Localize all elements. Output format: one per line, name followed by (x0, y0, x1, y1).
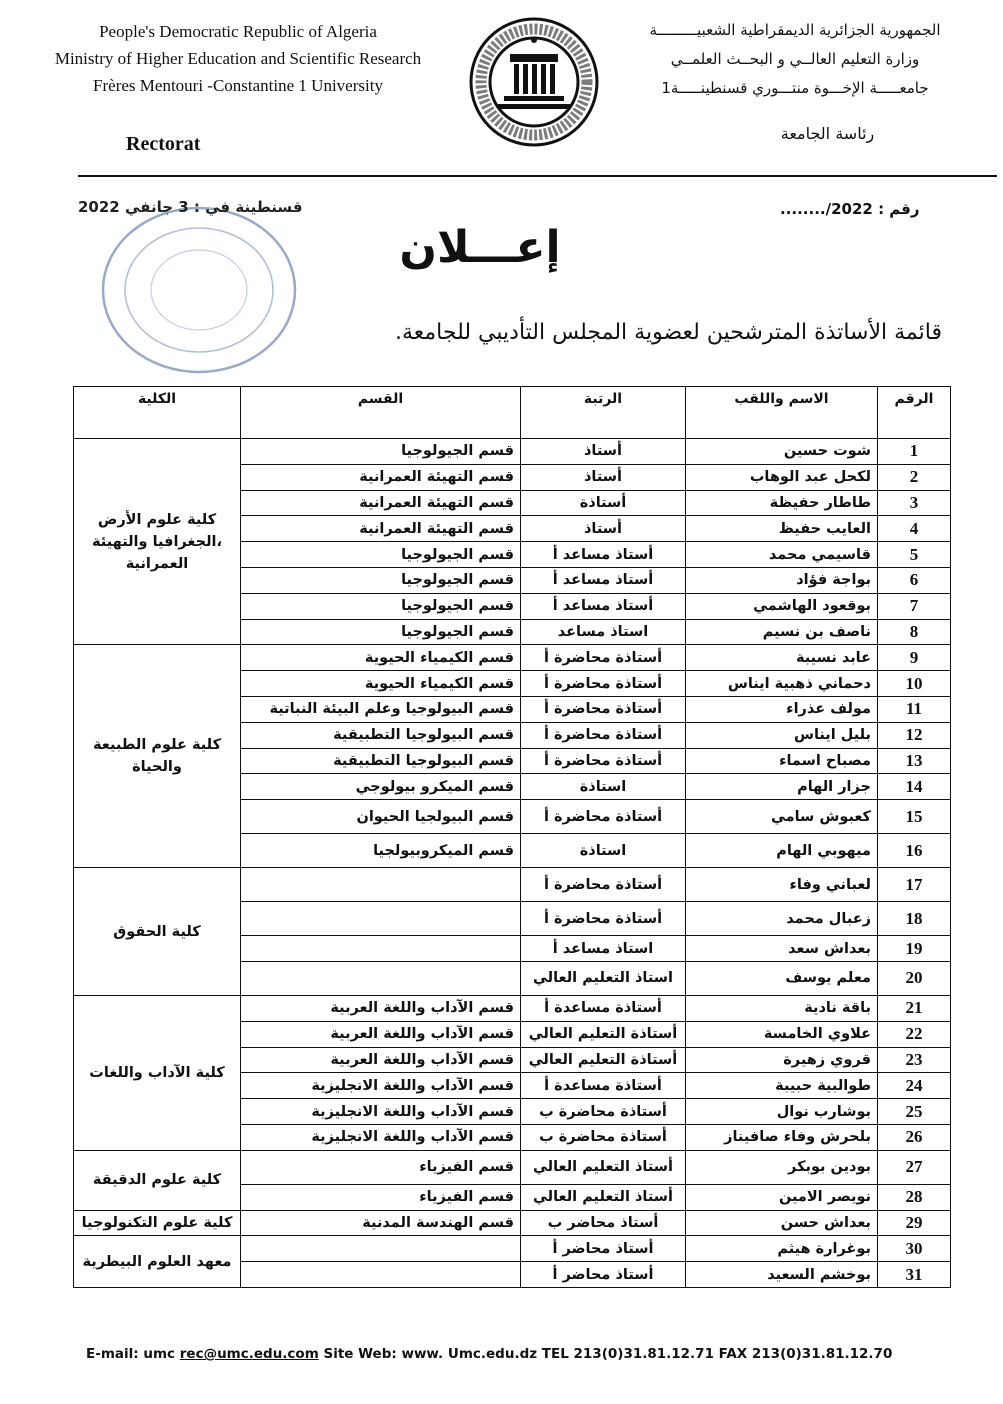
member-rank: أستاذة مساعدة أ (521, 1073, 686, 1099)
member-name: بوخشم السعيد (686, 1262, 878, 1288)
member-name: قاسيمي محمد (686, 542, 878, 568)
member-rank: أستاذة مساعدة أ (521, 995, 686, 1021)
official-stamp (96, 198, 306, 376)
member-name: طاطار حفيظة (686, 490, 878, 516)
member-department: قسم الآداب واللغة الانجليزية (241, 1124, 521, 1150)
reference-label: رقم : (878, 200, 920, 218)
member-department: قسم الجيولوجيا (241, 439, 521, 465)
header-arabic (605, 16, 985, 103)
faculty-cell: كلية الآداب واللغات (74, 995, 241, 1150)
row-number: 11 (878, 696, 951, 722)
member-rank: أستاذ محاضر أ (521, 1236, 686, 1262)
member-department: قسم البيولجيا الحيوان (241, 800, 521, 834)
row-number: 3 (878, 490, 951, 516)
row-number: 25 (878, 1099, 951, 1125)
member-name: زعبال محمد (686, 902, 878, 936)
member-name: بوشارب نوال (686, 1099, 878, 1125)
member-department: قسم الكيمياء الحيوية (241, 671, 521, 697)
reference-value: 2022/........ (780, 200, 873, 218)
member-name: العايب حفيظ (686, 516, 878, 542)
member-rank: أستاذة محاضرة أ (521, 800, 686, 834)
member-department: قسم الهندسة المدنية (241, 1210, 521, 1236)
contact-footer (86, 1346, 986, 1362)
row-number: 12 (878, 722, 951, 748)
country-name-en: People's Democratic Republic of Algeria (99, 22, 377, 41)
row-number: 14 (878, 774, 951, 800)
header-english (18, 18, 458, 99)
member-rank: أستاذ مساعد أ (521, 593, 686, 619)
member-name: عابد نسيبة (686, 645, 878, 671)
row-number: 31 (878, 1262, 951, 1288)
member-department: قسم الجيولوجيا (241, 593, 521, 619)
member-name: بودين بوبكر (686, 1150, 878, 1184)
presidency-label: رئاسة الجامعة (780, 124, 875, 143)
member-name: بواجة فؤاد (686, 567, 878, 593)
header-divider (78, 175, 997, 177)
header-rank: الرتبة (521, 387, 686, 439)
member-rank: أستاذ (521, 439, 686, 465)
member-department: قسم البيولوجيا التطبيقية (241, 748, 521, 774)
email-link[interactable]: rec@umc.edu.com (179, 1346, 319, 1362)
university-seal-logo (468, 16, 600, 148)
member-rank: أستاذة محاضرة أ (521, 671, 686, 697)
member-rank: أستاذ محاضر ب (521, 1210, 686, 1236)
member-name: جزار الهام (686, 774, 878, 800)
member-department: قسم الآداب واللغة الانجليزية (241, 1073, 521, 1099)
row-number: 22 (878, 1021, 951, 1047)
contact-details: Site Web: www. Umc.edu.dz TEL 213(0)31.81.12.71 FAX 213(0)31.81.12.70 (323, 1346, 893, 1362)
faculty-cell: كلية الحقوق (74, 868, 241, 996)
table-row (74, 1150, 951, 1184)
member-department: قسم التهيئة العمرانية (241, 516, 521, 542)
faculty-cell: كلية علوم الدقيقة (74, 1150, 241, 1210)
row-number: 10 (878, 671, 951, 697)
member-rank: استاذ مساعد (521, 619, 686, 645)
member-department (241, 868, 521, 902)
announcement-title: إعـــلان (399, 222, 561, 273)
table-row (74, 1210, 951, 1236)
member-rank: أستاذة (521, 490, 686, 516)
member-rank: استاذة (521, 834, 686, 868)
table-header-row (74, 387, 951, 439)
member-department: قسم الفيزياء (241, 1184, 521, 1210)
member-name: شوت حسين (686, 439, 878, 465)
member-name: باقة نادية (686, 995, 878, 1021)
row-number: 24 (878, 1073, 951, 1099)
member-department: قسم الآداب واللغة العربية (241, 1047, 521, 1073)
row-number: 9 (878, 645, 951, 671)
member-rank: أستاذة محاضرة أ (521, 696, 686, 722)
reference-number (780, 200, 980, 218)
row-number: 21 (878, 995, 951, 1021)
member-department: قسم الميكرو بيولوجي (241, 774, 521, 800)
member-department (241, 902, 521, 936)
member-name: بلحرش وفاء صافيناز (686, 1124, 878, 1150)
member-department: قسم الفيزياء (241, 1150, 521, 1184)
member-rank: استاذ التعليم العالي (521, 961, 686, 995)
member-name: علاوي الخامسة (686, 1021, 878, 1047)
table-row (74, 868, 951, 902)
row-number: 1 (878, 439, 951, 465)
row-number: 27 (878, 1150, 951, 1184)
member-rank: استاذة (521, 774, 686, 800)
member-department: قسم الآداب واللغة العربية (241, 1021, 521, 1047)
member-department: قسم الجيولوجيا (241, 542, 521, 568)
member-rank: أستاذة محاضرة ب (521, 1099, 686, 1125)
member-rank: أستاذة محاضرة أ (521, 748, 686, 774)
faculty-cell: كلية علوم الأرض ،الجغرافيا والتهيئة العمرانية (74, 439, 241, 645)
place-and-date: قسنطينة في : 3 جانفي 2022 (78, 198, 303, 216)
row-number: 26 (878, 1124, 951, 1150)
faculty-cell: معهد العلوم البيطرية (74, 1236, 241, 1288)
member-department: قسم التهيئة العمرانية (241, 490, 521, 516)
member-name: بعداش سعد (686, 936, 878, 962)
member-department: قسم الميكروبيولجيا (241, 834, 521, 868)
row-number: 18 (878, 902, 951, 936)
member-department (241, 1236, 521, 1262)
row-number: 29 (878, 1210, 951, 1236)
member-name: بوغرارة هيثم (686, 1236, 878, 1262)
member-department: قسم البيولوجيا التطبيقية (241, 722, 521, 748)
header-name: الاسم واللقب (686, 387, 878, 439)
member-department (241, 936, 521, 962)
member-name: مولف عذراء (686, 696, 878, 722)
row-number: 16 (878, 834, 951, 868)
row-number: 4 (878, 516, 951, 542)
table-row (74, 995, 951, 1021)
row-number: 2 (878, 464, 951, 490)
member-name: كعبوش سامي (686, 800, 878, 834)
table-row (74, 439, 951, 465)
ministry-name-en: Ministry of Higher Education and Scientific Research (54, 49, 422, 68)
ministry-name-ar: وزارة التعليم العالــي و البحــث العلمــي (670, 50, 920, 68)
member-rank: أستاذ مساعد أ (521, 542, 686, 568)
member-name: ناصف بن نسيم (686, 619, 878, 645)
member-name: قروي زهيرة (686, 1047, 878, 1073)
header-faculty: الكلية (74, 387, 241, 439)
member-name: ميهوبي الهام (686, 834, 878, 868)
member-name: مصباح اسماء (686, 748, 878, 774)
university-name-ar: جامعـــــة الإخـــوة منتـــوري قسنطينـــــة1 (661, 79, 929, 97)
row-number: 8 (878, 619, 951, 645)
member-rank: أستاذ محاضر أ (521, 1262, 686, 1288)
table-body (74, 439, 951, 1288)
header-dept: القسم (241, 387, 521, 439)
row-number: 19 (878, 936, 951, 962)
rectorat-label: Rectorat (126, 133, 201, 155)
row-number: 17 (878, 868, 951, 902)
member-department: قسم الآداب واللغة الانجليزية (241, 1099, 521, 1125)
faculty-cell: كلية علوم الطبيعة والحياة (74, 645, 241, 868)
table-row (74, 1236, 951, 1262)
header-num: الرقم (878, 387, 951, 439)
member-name: طوالبية حبيبة (686, 1073, 878, 1099)
member-rank: أستاذة محاضرة أ (521, 645, 686, 671)
row-number: 23 (878, 1047, 951, 1073)
announcement-subtitle: قائمة الأساتذة المترشحين لعضوية المجلس التأديبي للجامعة. (394, 320, 942, 345)
row-number: 28 (878, 1184, 951, 1210)
member-rank: أستاذة التعليم العالي (521, 1047, 686, 1073)
row-number: 20 (878, 961, 951, 995)
member-department: قسم الآداب واللغة العربية (241, 995, 521, 1021)
row-number: 5 (878, 542, 951, 568)
member-rank: أستاذة التعليم العالي (521, 1021, 686, 1047)
table-row (74, 645, 951, 671)
member-name: بليل ايناس (686, 722, 878, 748)
row-number: 15 (878, 800, 951, 834)
member-name: بعداش حسن (686, 1210, 878, 1236)
member-department: قسم البيولوجيا وعلم البيئة النباتية (241, 696, 521, 722)
member-rank: أستاذة محاضرة أ (521, 868, 686, 902)
member-rank: أستاذ التعليم العالي (521, 1184, 686, 1210)
member-name: لعباني وفاء (686, 868, 878, 902)
member-rank: أستاذ (521, 464, 686, 490)
member-department (241, 1262, 521, 1288)
member-department: قسم الجيولوجيا (241, 619, 521, 645)
row-number: 7 (878, 593, 951, 619)
member-rank: أستاذة محاضرة ب (521, 1124, 686, 1150)
member-rank: أستاذ (521, 516, 686, 542)
row-number: 6 (878, 567, 951, 593)
member-rank: أستاذ مساعد أ (521, 567, 686, 593)
university-name-en: Frères Mentouri -Constantine 1 University (93, 76, 383, 95)
member-department: قسم التهيئة العمرانية (241, 464, 521, 490)
member-name: بوقعود الهاشمي (686, 593, 878, 619)
country-name-ar: الجمهورية الجزائرية الديمقراطية الشعبيـــــــــة (649, 21, 941, 39)
member-department: قسم الجيولوجيا (241, 567, 521, 593)
member-department (241, 961, 521, 995)
member-name: لكحل عبد الوهاب (686, 464, 878, 490)
row-number: 13 (878, 748, 951, 774)
member-rank: أستاذة محاضرة أ (521, 722, 686, 748)
member-rank: أستاذ التعليم العالي (521, 1150, 686, 1184)
email-label: E-mail: umc (86, 1346, 176, 1362)
member-department: قسم الكيمياء الحيوية (241, 645, 521, 671)
faculty-cell: كلية علوم التكنولوجيا (74, 1210, 241, 1236)
member-name: نويصر الامين (686, 1184, 878, 1210)
member-rank: أستاذة محاضرة أ (521, 902, 686, 936)
member-name: معلم يوسف (686, 961, 878, 995)
candidates-table (73, 386, 951, 1288)
member-name: دحماني ذهبية ايناس (686, 671, 878, 697)
row-number: 30 (878, 1236, 951, 1262)
member-rank: استاذ مساعد أ (521, 936, 686, 962)
